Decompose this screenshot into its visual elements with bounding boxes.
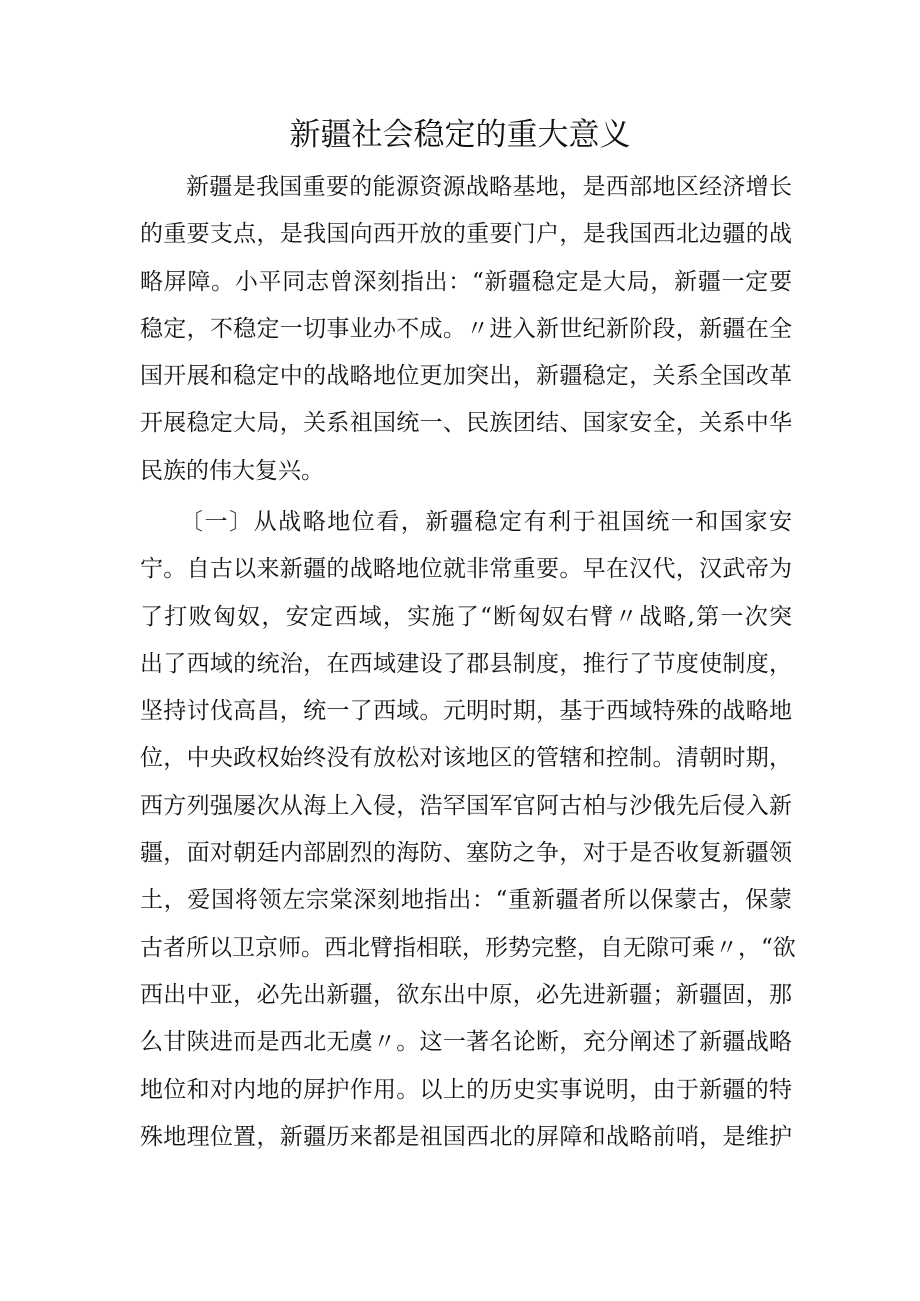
text-line: 位，中央政权始终没有放松对该地区的管辖和控制。清朝时期， [140, 745, 792, 772]
text-line: 坚持讨伐高昌，统一了西域。元明时期，基于西域特殊的战略地 [140, 698, 792, 725]
paragraph-intro [140, 164, 792, 495]
text-line: 新疆是我国重要的能源资源战略基地，是西部地区经济增长 [186, 174, 792, 200]
text-line: 西出中亚，必先出新疆，欲东出中原，必先进新疆；新疆固，那 [140, 981, 792, 1008]
text-line: 么甘陕进而是西北无虞〃。这一著名论断，充分阐述了新疆战略 [140, 1029, 792, 1056]
text-line: 国开展和稳定中的战略地位更加突出，新疆稳定，关系全国改革 [140, 363, 792, 390]
text-line: 的重要支点，是我国向西开放的重要门户，是我国西北边疆的战 [140, 221, 792, 248]
text-line: 疆，面对朝廷内部剧烈的海防、塞防之争，对于是否收复新疆领 [140, 840, 792, 867]
text-line: 地位和对内地的屏护作用。以上的历史实事说明，由于新疆的特 [140, 1076, 792, 1103]
text-line: 了打败匈奴，安定西域，实施了“断匈奴右臂〃战略,第一次突 [140, 603, 792, 630]
text-line: 开展稳定大局，关系祖国统一、民族团结、国家安全，关系中华 [140, 410, 792, 437]
text-line: 民族的伟大复兴。 [140, 457, 324, 484]
text-line: 土，爱国将领左宗棠深刻地指出：“重新疆者所以保蒙古，保蒙 [140, 887, 792, 914]
text-line: 略屏障。小平同志曾深刻指出：“新疆稳定是大局，新疆一定要 [140, 268, 792, 295]
document-title: 新疆社会稳定的重大意义 [289, 117, 631, 153]
paragraph-strategic-position [140, 499, 796, 1161]
text-line: 出了西域的统治，在西域建设了郡县制度，推行了节度使制度， [140, 650, 792, 677]
text-line: 殊地理位置，新疆历来都是祖国西北的屏障和战略前哨，是维护 [140, 1123, 792, 1150]
text-line: 宁。自古以来新疆的战略地位就非常重要。早在汉代，汉武帝为 [140, 556, 792, 583]
text-line: 〔一〕从战略地位看，新疆稳定有利于祖国统一和国家安 [180, 509, 792, 535]
text-line: 西方列强屡次从海上入侵，浩罕国军官阿古柏与沙俄先后侵入新 [140, 792, 792, 819]
text-line: 稳定，不稳定一切事业办不成。〃进入新世纪新阶段，新疆在全 [140, 315, 792, 342]
text-line: 古者所以卫京师。西北臂指相联，形势完整，自无隙可乘〃，“欲 [140, 934, 796, 961]
